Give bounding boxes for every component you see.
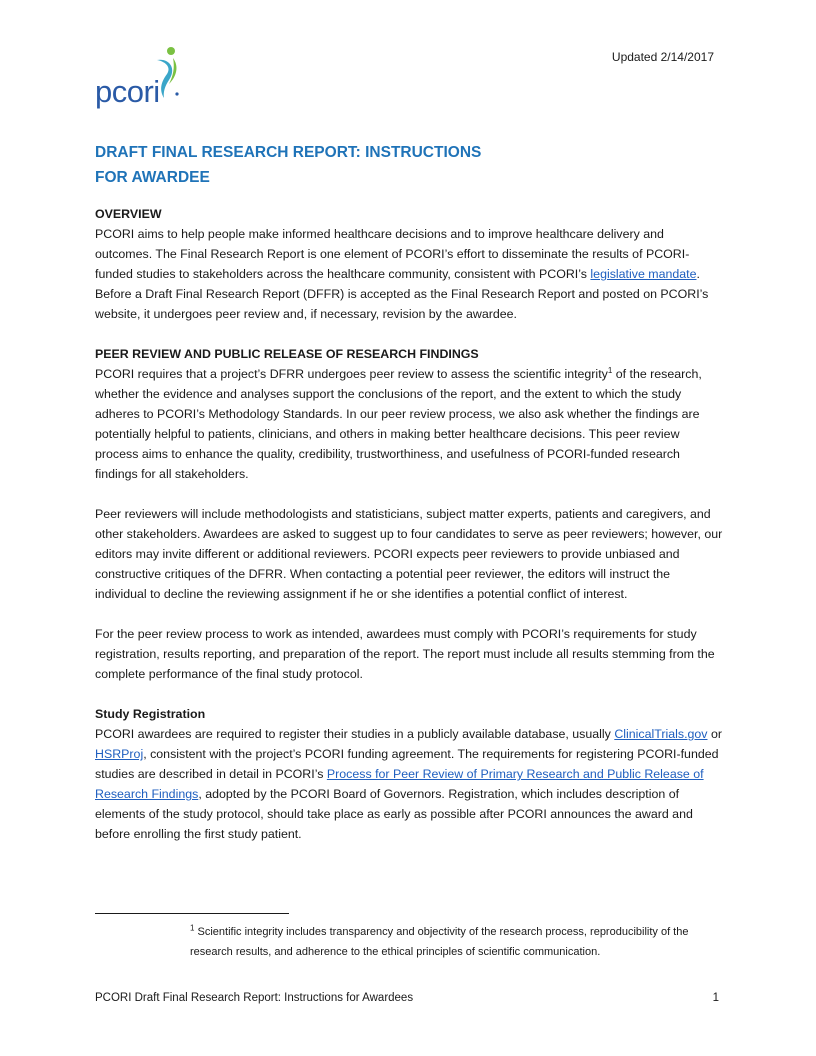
logo-wordmark: pcori <box>95 74 160 109</box>
hsrproj-link[interactable]: HSRProj <box>95 747 144 761</box>
page-number: 1 <box>712 992 719 1004</box>
study-registration-heading: Study Registration <box>95 707 206 721</box>
registration-text-1: PCORI awardees are required to register their studies in a publicly available database, usually <box>95 727 615 741</box>
footnote-number: 1 <box>190 923 195 933</box>
overview-text-2: . Before a Draft Final Research Report (DFFR) is accepted as the Final Research Report and posted on PCORI’s website, it undergoes peer review and, if necessary, revision by the awardee. <box>95 267 709 321</box>
pcori-logo <box>95 46 190 112</box>
peer-review-text-2: of the research, whether the evidence and analyses support the conclusions of the report, and the extent to which the study adheres to PCORI’s Methodology Standards. In our peer review process, we also ask whether the findings are potentially helpful to patients, clinicians, and others in making better healthcare decisions. This peer review process aims to enhance the quality, credibility, trustworthiness, and usefulness of PCORI-funded research findings for all stakeholders. <box>95 367 702 481</box>
peer-review-paragraph-2: Peer reviewers will include methodologists and statisticians, subject matter experts, patients and caregivers, and other stakeholders. Awardees are asked to suggest up to four candidates to serve as peer reviewers; however, our editors may invite different or additional reviewers. PCORI expects peer reviewers to provide unbiased and constructive critiques of the DFRR. When contacting a potential peer reviewer, the editors will instruct the individual to decline the reviewing assignment if he or she identifies a potential conflict of interest. <box>95 507 723 601</box>
leaf-figure-icon <box>151 46 181 100</box>
peer-review-heading: PEER REVIEW AND PUBLIC RELEASE OF RESEARCH FINDINGS <box>95 347 479 361</box>
title-line-1: DRAFT FINAL RESEARCH REPORT: INSTRUCTIONS <box>95 144 482 161</box>
document-title <box>95 140 615 190</box>
registration-text-3: , consistent with the project’s PCORI funding agreement. The requirements for registering PCORI-funded studies are described in detail in PCORI’s <box>95 747 719 781</box>
peer-review-paragraph-1 <box>95 364 723 484</box>
document-body <box>95 204 723 844</box>
footnote-text: Scientific integrity includes transparency and objectivity of the research process, reproducibility of the research results, and adherence to the ethical principles of scientific communication. <box>190 926 689 958</box>
updated-date: Updated 2/14/2017 <box>611 50 714 64</box>
registration-text-2: or <box>707 727 722 741</box>
peer-review-process-link[interactable]: Process for Peer Review of Primary Research and Public Release of Research Findings <box>95 767 704 801</box>
peer-review-text-1: PCORI requires that a project’s DFRR undergoes peer review to assess the scientific integrity <box>95 367 608 381</box>
footnote <box>190 922 720 962</box>
footer-title: PCORI Draft Final Research Report: Instructions for Awardees <box>95 992 414 1004</box>
registration-text-4: , adopted by the PCORI Board of Governors. Registration, which includes description of elements of the study protocol, should take place as early as possible after PCORI announces the award and before enrolling the first study patient. <box>95 787 693 841</box>
clinicaltrials-link[interactable]: ClinicalTrials.gov <box>614 727 708 741</box>
overview-paragraph <box>95 224 723 324</box>
study-registration-paragraph <box>95 724 723 844</box>
overview-text-1: PCORI aims to help people make informed healthcare decisions and to improve healthcare delivery and outcomes. The Final Research Report is one element of PCORI’s effort to disseminate the results of PCORI-funded studies to stakeholders across the healthcare community, consistent with PCORI’s <box>95 227 690 281</box>
peer-review-paragraph-3: For the peer review process to work as intended, awardees must comply with PCORI’s requirements for study registration, results reporting, and preparation of the report. The report must include all results stemming from the complete performance of the final study protocol. <box>95 627 715 681</box>
footnote-divider <box>95 913 289 914</box>
overview-heading: OVERVIEW <box>95 207 162 221</box>
title-line-2: FOR AWARDEE <box>95 169 210 186</box>
legislative-mandate-link[interactable]: legislative mandate <box>590 267 697 281</box>
footnote-reference[interactable]: 1 <box>607 365 613 375</box>
